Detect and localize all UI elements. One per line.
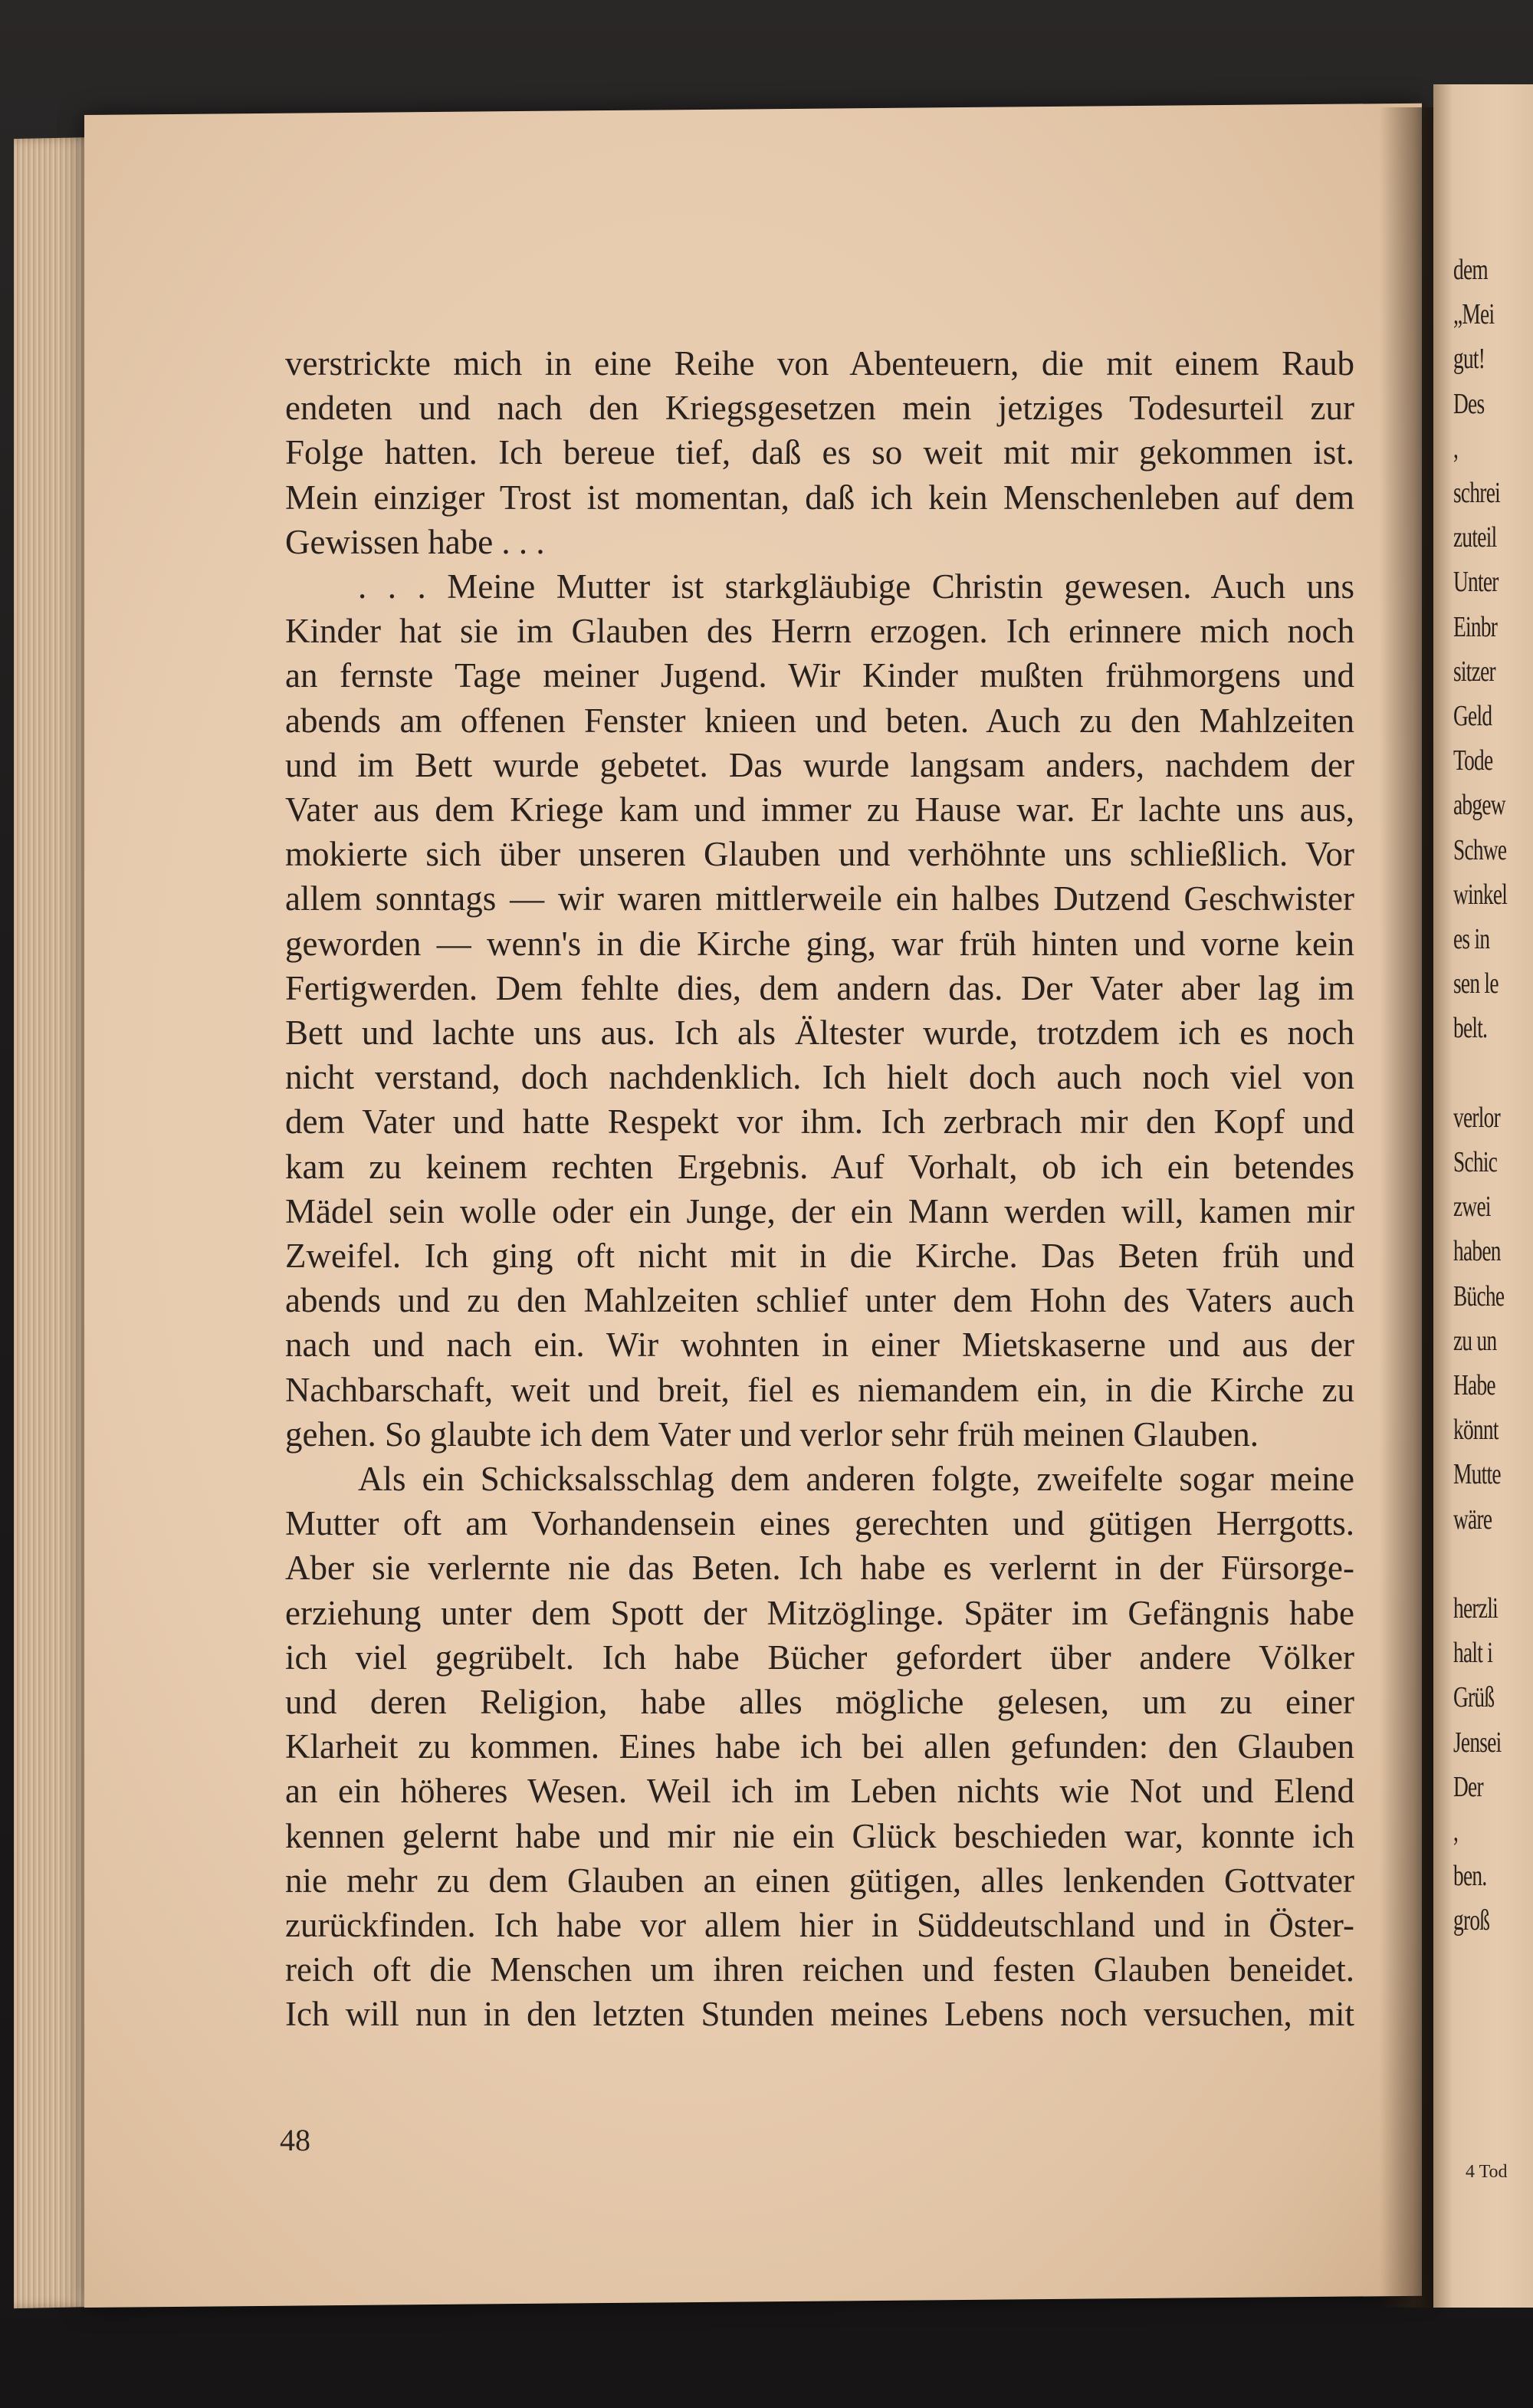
right-page-fragment: verlor	[1453, 1102, 1501, 1134]
right-page-fragment: halt i	[1453, 1637, 1493, 1669]
text-line: dem Vater und hatte Respekt vor ihm. Ich zerbrach mir den Kopf und	[285, 1102, 1354, 1141]
right-page-fragment: Büche	[1453, 1280, 1505, 1312]
text-line: Gewissen habe . . .	[285, 523, 545, 561]
right-page-fragment: Der	[1453, 1771, 1483, 1803]
text-line: erziehung unter dem Spott der Mitzöglinge. Später im Gefängnis habe	[285, 1594, 1354, 1632]
right-page-fragment: ,	[1453, 432, 1459, 465]
text-line: geworden — wenn's in die Kirche ging, war früh hinten und vorne kein	[285, 925, 1354, 963]
right-page-fragment: Unter	[1453, 566, 1499, 598]
right-page-fragment: abgew	[1453, 789, 1505, 821]
text-line: und im Bett wurde gebetet. Das wurde langsam anders, nachdem der	[285, 746, 1354, 784]
text-line: endeten und nach den Kriegsgesetzen mein jetziges Todesurteil zur	[285, 389, 1354, 427]
text-line: Aber sie verlernte nie das Beten. Ich habe es verlernt in der Fürsorge-	[285, 1549, 1354, 1587]
text-line: kam zu keinem rechten Ergebnis. Auf Vorhalt, ob ich ein betendes	[285, 1148, 1354, 1186]
text-line: abends am offenen Fenster knieen und beten. Auch zu den Mahlzeiten	[285, 701, 1354, 740]
text-line: ich viel gegrübelt. Ich habe Bücher gefordert über andere Völker	[285, 1638, 1354, 1677]
right-page-fragment: Mutte	[1453, 1458, 1501, 1490]
right-page-fragment: belt.	[1453, 1012, 1488, 1044]
right-page-fragment: sen le	[1453, 967, 1499, 1000]
text-line: kennen gelernt habe und mir nie ein Glück beschieden war, konnte ich	[285, 1817, 1354, 1855]
right-page-fragment: wäre	[1453, 1503, 1492, 1536]
right-page-fragment: es in	[1453, 923, 1490, 955]
right-page-fragment: sitzer	[1453, 655, 1495, 688]
text-line: Klarheit zu kommen. Eines habe ich bei allen gefunden: den Glauben	[285, 1727, 1354, 1766]
text-line: und deren Religion, habe alles mögliche gelesen, um zu einer	[285, 1683, 1354, 1721]
right-page-footer: 4 Tod	[1466, 2162, 1508, 2182]
right-page-fragment: Grüß	[1453, 1681, 1495, 1713]
right-page-fragment: zuteil	[1453, 521, 1497, 554]
right-page-fragment: ,	[1453, 1815, 1459, 1848]
text-line: Mädel sein wolle oder ein Junge, der ein Mann werden will, kamen mir	[285, 1192, 1354, 1230]
text-line: . . . Meine Mutter ist starkgläubige Christin gewesen. Auch uns	[358, 567, 1354, 606]
right-page-fragment: Schwe	[1453, 834, 1507, 866]
right-page-fragment: groß	[1453, 1904, 1490, 1937]
right-page-fragment: „Mei	[1453, 298, 1495, 330]
right-page-fragment: dem	[1453, 254, 1488, 286]
text-line: mokierte sich über unseren Glauben und verhöhnte uns schließlich. Vor	[285, 835, 1354, 873]
right-page-fragment: winkel	[1453, 879, 1508, 911]
text-line: verstrickte mich in eine Reihe von Abenteuern, die mit einem Raub	[285, 344, 1354, 383]
book-gutter-shadow	[1380, 107, 1441, 2308]
text-line: reich oft die Menschen um ihren reichen und festen Glauben beneidet.	[285, 1950, 1354, 1989]
page-number: 48	[280, 2123, 310, 2157]
text-line: Nachbarschaft, weit und breit, fiel es niemandem ein, in die Kirche zu	[285, 1371, 1354, 1409]
text-line: nach und nach ein. Wir wohnten in einer Mietskaserne und aus der	[285, 1326, 1354, 1364]
right-page-fragment: Einbr	[1453, 611, 1498, 643]
text-line: nicht verstand, doch nachdenklich. Ich hielt doch auch noch viel von	[285, 1058, 1354, 1096]
text-line: Mein einziger Trost ist momentan, daß ich kein Menschenleben auf dem	[285, 478, 1354, 517]
text-line: Fertigwerden. Dem fehlte dies, dem andern das. Der Vater aber lag im	[285, 969, 1354, 1007]
text-line: an fernste Tage meiner Jugend. Wir Kinder mußten frühmorgens und	[285, 656, 1354, 695]
right-page-fragment: Habe	[1453, 1369, 1495, 1401]
right-page-fragment: Tode	[1453, 744, 1493, 777]
right-page-fragment: Schic	[1453, 1146, 1498, 1178]
text-line: Folge hatten. Ich bereue tief, daß es so weit mit mir gekommen ist.	[285, 433, 1354, 471]
text-line: Mutter oft am Vorhandensein eines gerechten und gütigen Herrgotts.	[285, 1504, 1354, 1542]
right-page-fragment: schrei	[1453, 477, 1501, 509]
right-page-fragment: Geld	[1453, 700, 1492, 732]
text-line: Vater aus dem Kriege kam und immer zu Hause war. Er lachte uns aus,	[285, 790, 1354, 829]
right-page-fragment: gut!	[1453, 343, 1485, 375]
right-page-fragment: herzli	[1453, 1592, 1498, 1624]
right-page-fragment: könnt	[1453, 1414, 1499, 1446]
text-line: an ein höheres Wesen. Weil ich im Leben nichts wie Not und Elend	[285, 1772, 1354, 1810]
right-page	[1433, 84, 1533, 2308]
right-page-fragment: ben.	[1453, 1860, 1487, 1892]
right-page-fragment: zu un	[1453, 1325, 1497, 1357]
text-line: allem sonntags — wir waren mittlerweile ein halbes Dutzend Geschwister	[285, 879, 1354, 918]
text-line: Kinder hat sie im Glauben des Herrn erzogen. Ich erinnere mich noch	[285, 612, 1354, 650]
text-line: Ich will nun in den letzten Stunden meines Lebens noch versuchen, mit	[285, 1995, 1354, 2033]
right-page-fragment: haben	[1453, 1235, 1501, 1267]
right-page-fragment: zwei	[1453, 1191, 1491, 1223]
text-line: Bett und lachte uns aus. Ich als Ältester wurde, trotzdem ich es noch	[285, 1013, 1354, 1052]
text-line: gehen. So glaubte ich dem Vater und verlor sehr früh meinen Glauben.	[285, 1415, 1259, 1454]
text-line: abends und zu den Mahlzeiten schlief unter dem Hohn des Vaters auch	[285, 1281, 1354, 1319]
text-line: Als ein Schicksalsschlag dem anderen folgte, zweifelte sogar meine	[358, 1460, 1354, 1498]
text-line: nie mehr zu dem Glauben an einen gütigen, alles lenkenden Gottvater	[285, 1861, 1354, 1900]
right-page-fragment: Des	[1453, 388, 1485, 420]
right-page-fragment: Jensei	[1453, 1726, 1502, 1759]
text-line: Zweifel. Ich ging oft nicht mit in die Kirche. Das Beten früh und	[285, 1237, 1354, 1275]
text-line: zurückfinden. Ich habe vor allem hier in Süddeutschland und in Öster-	[285, 1906, 1354, 1944]
